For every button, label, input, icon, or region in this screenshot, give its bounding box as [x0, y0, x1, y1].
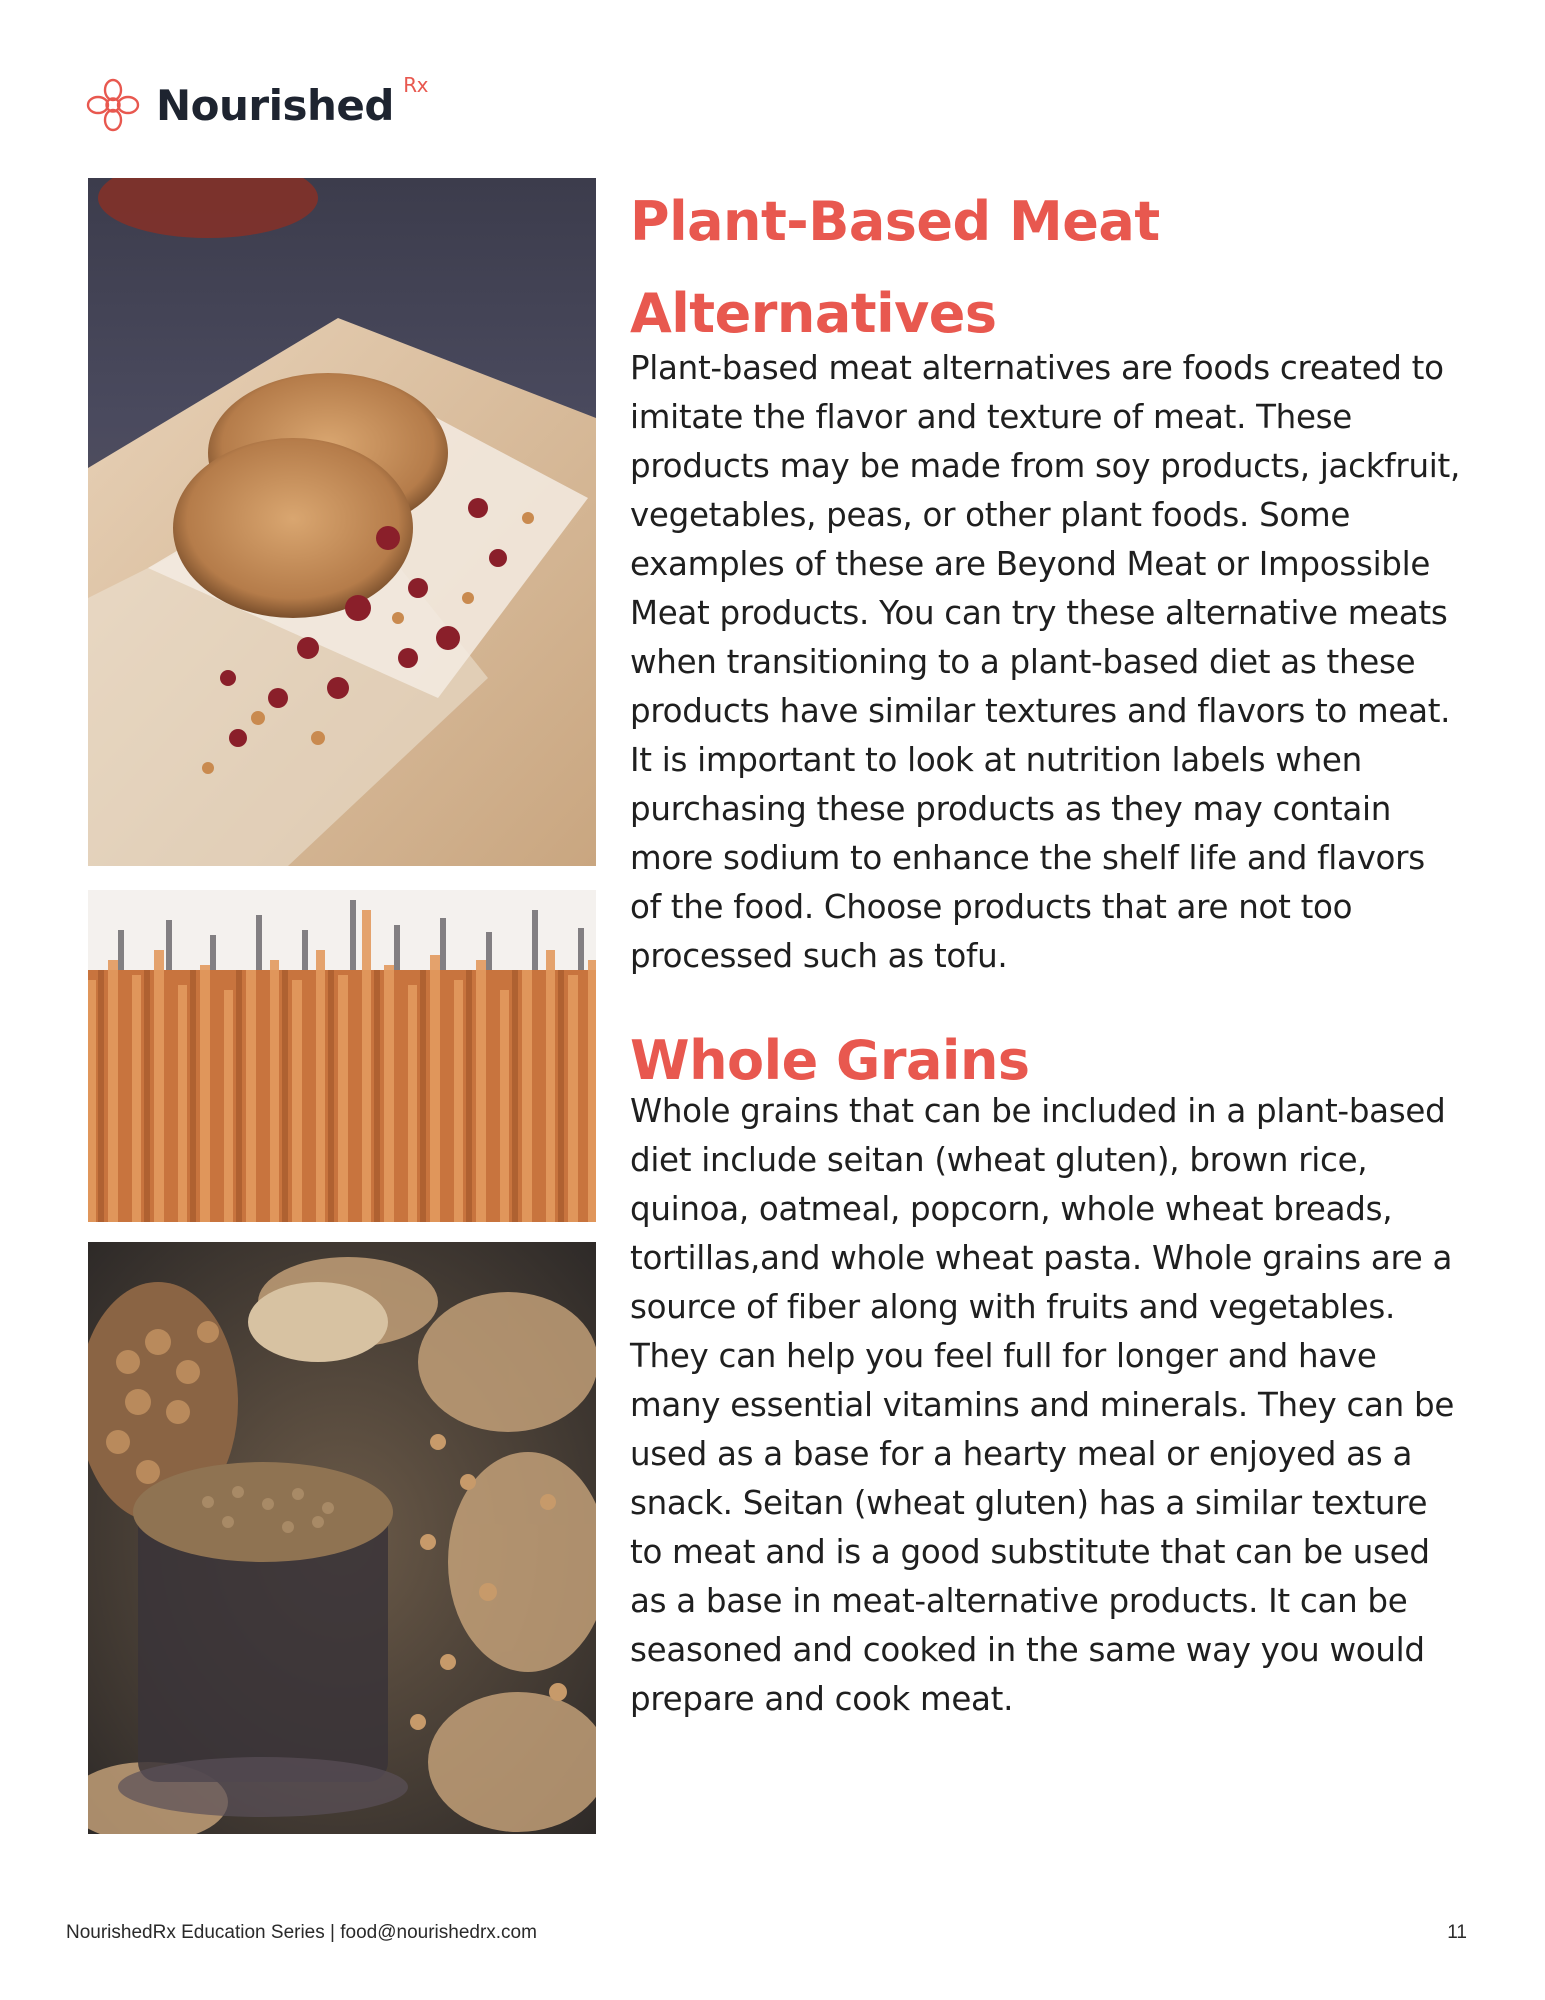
grains-chickpeas-photo: [88, 1242, 596, 1834]
logo-superscript: Rx: [403, 72, 428, 97]
logo-wordmark: Nourished Rx: [156, 72, 428, 130]
footer-series: NourishedRx Education Series | food@nourishedrx.com: [66, 1922, 537, 1943]
section-body: Plant-based meat alternatives are foods created to imitate the flavor and texture of meat. These products may be made from soy products, jackfruit, vegetables, peas, or other plant foods. Some examples of these are Beyond Meat or Impossible Meat products. You can try these alternative meats when transitioning to a plant-based diet as these products have similar textures and flavors to meat. It is important to look at nutrition labels when purchasing these products as they may contain more sodium to enhance the shelf life and flavors of the food. Choose products that are not too processed such as tofu.: [630, 349, 1460, 975]
whole-grains-section: [630, 1015, 1460, 1724]
section-heading: Whole Grains: [630, 1029, 1030, 1092]
granola-cookies-photo: [88, 178, 596, 866]
section-body: Whole grains that can be included in a plant-based diet include seitan (wheat gluten), brown rice, quinoa, oatmeal, popcorn, whole wheat breads, tortillas,and whole wheat pasta. Whole grains are a source of fiber along with fruits and vegetables. They can help you feel full for longer and have many essential vitamins and minerals. They can be used as a base for a hearty meal or enjoyed as a snack. Seitan (wheat gluten) has a similar texture to meat and is a good substitute that can be used as a base in meat-alternative products. It can be seasoned and cooked in the same way you would prepare and cook meat.: [630, 1092, 1455, 1718]
page-number: 11: [1447, 1922, 1467, 1943]
brand-logo: [86, 72, 428, 132]
flower-logo-icon: [86, 78, 140, 132]
section-heading: Plant-Based Meat Alternatives: [630, 190, 1160, 345]
article-content: [630, 176, 1460, 1724]
plant-based-meat-section: [630, 176, 1460, 981]
pasta-sticks-photo: [88, 890, 596, 1222]
